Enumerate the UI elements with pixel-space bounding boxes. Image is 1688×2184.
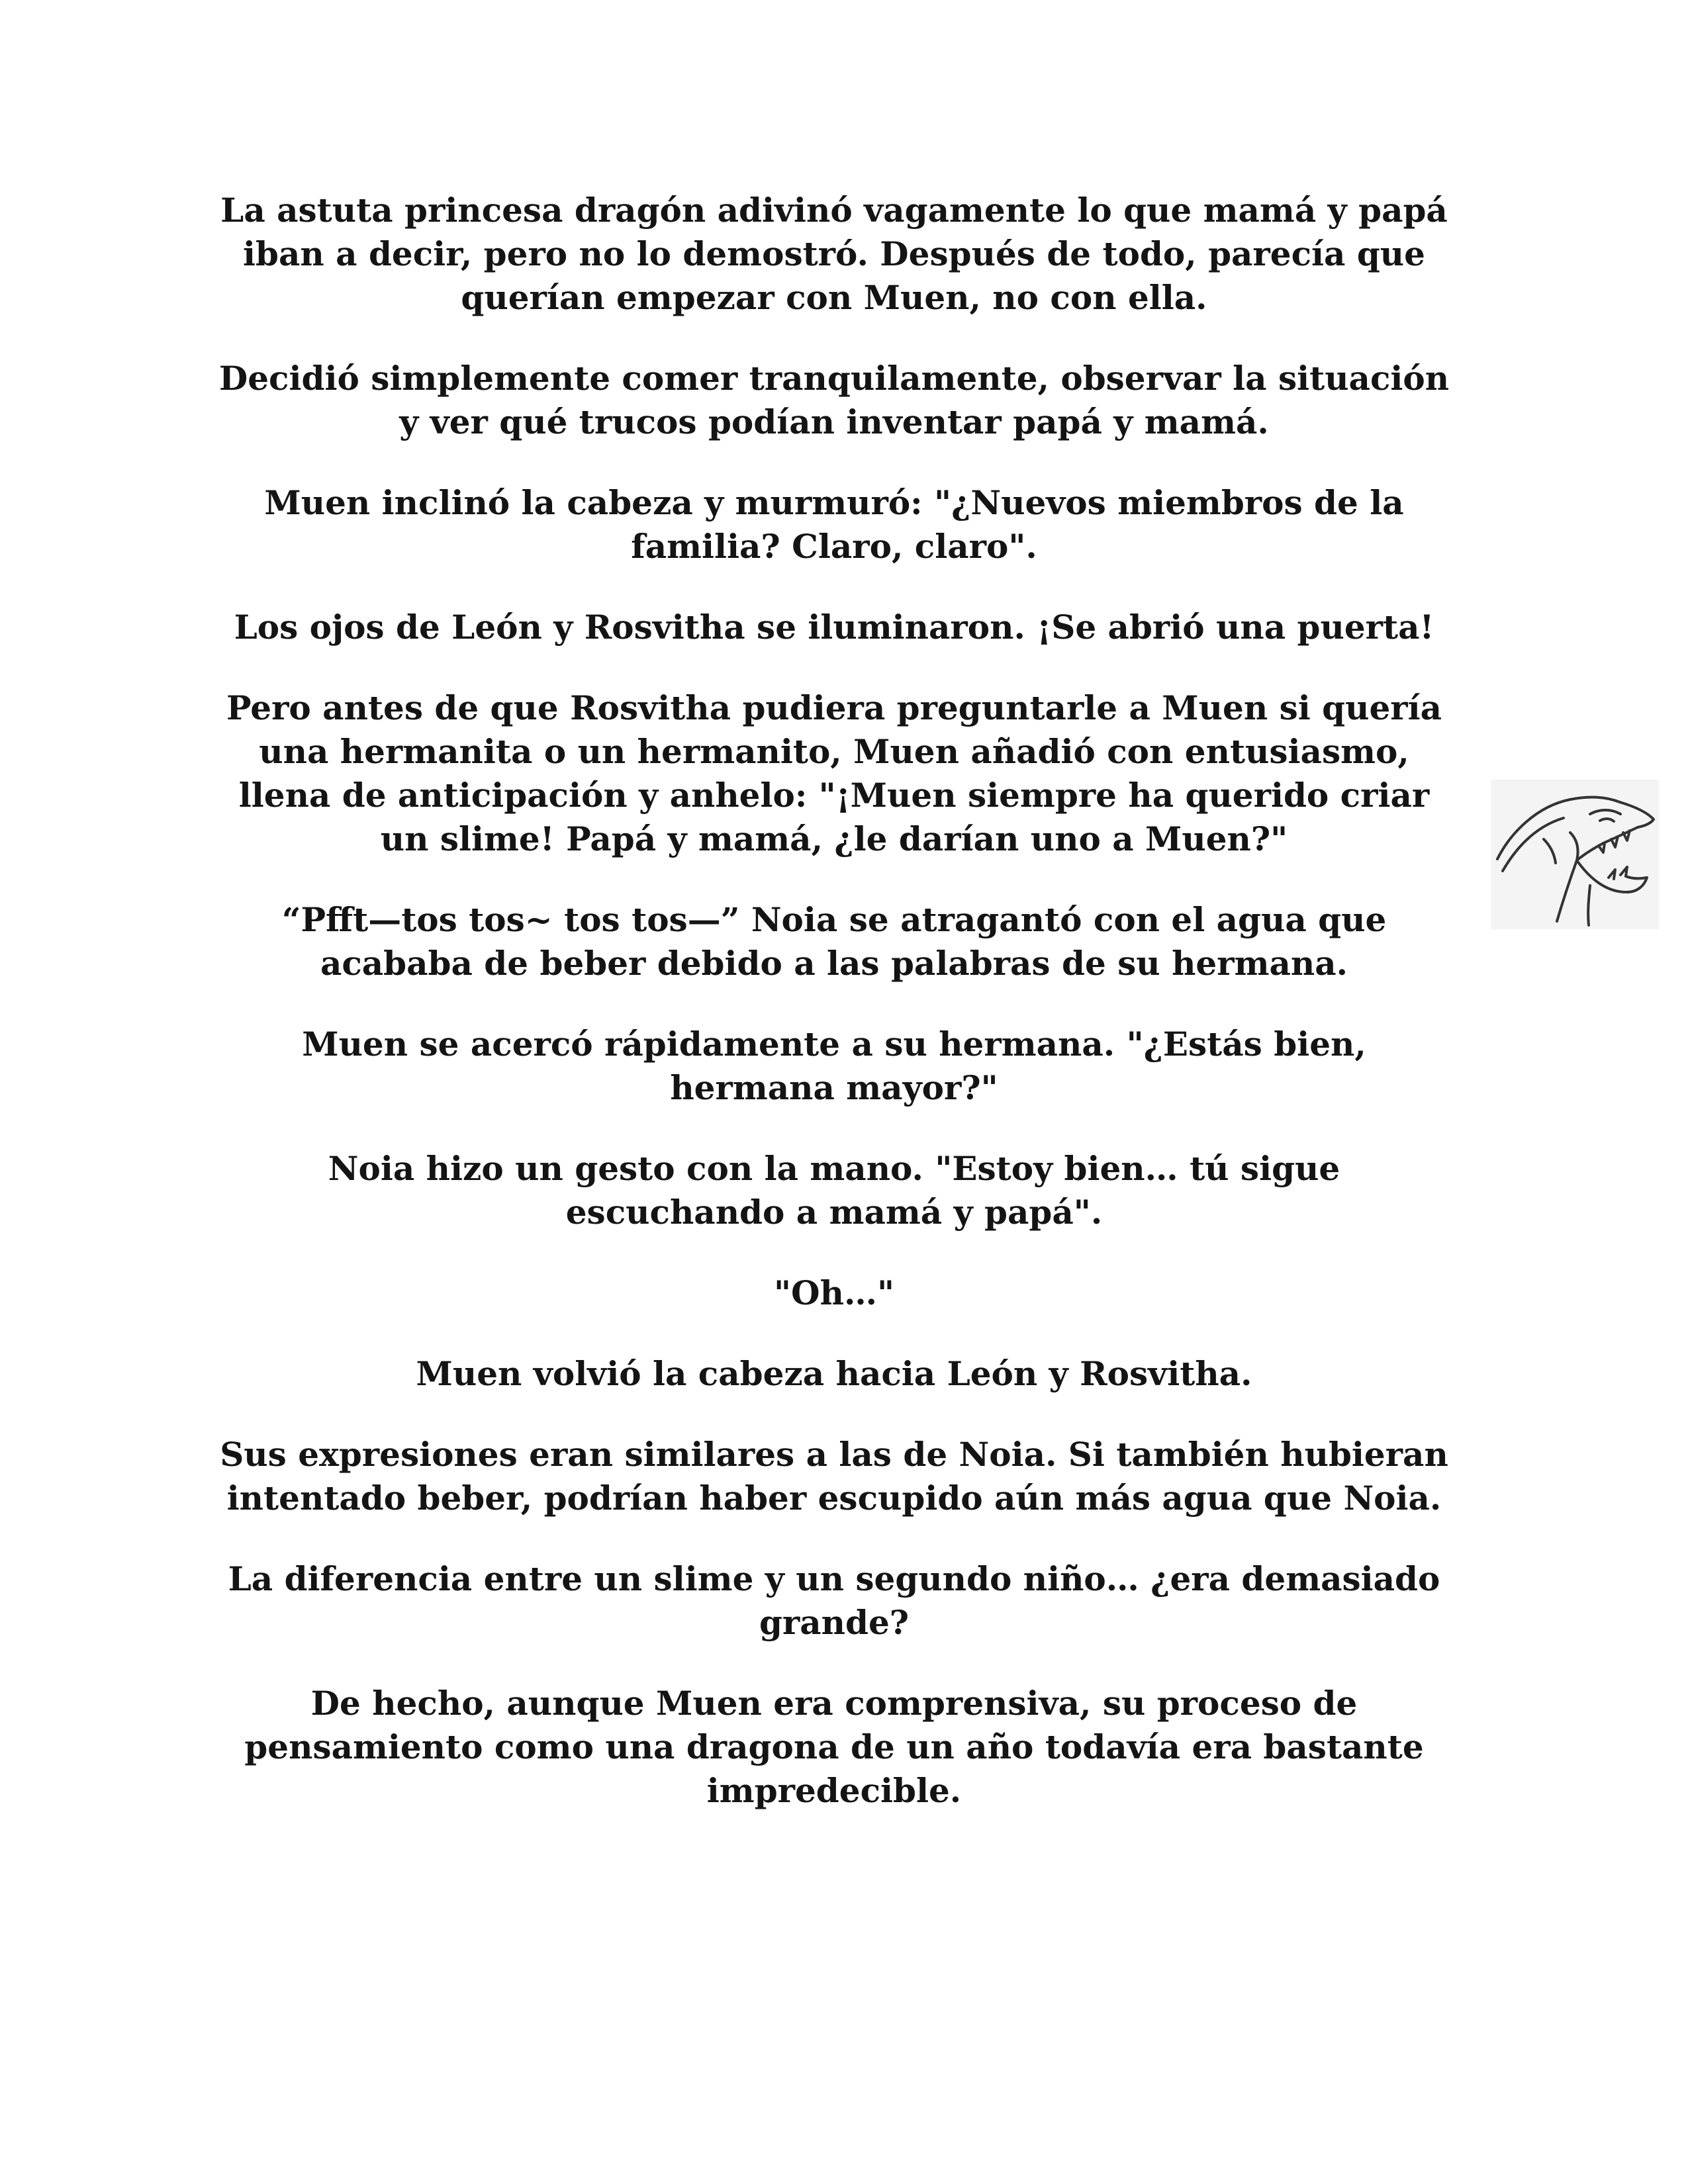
paragraph-4: Los ojos de León y Rosvitha se iluminaron. ¡Se abrió una puerta! (234, 608, 1434, 647)
paragraph-10: Muen volvió la cabeza hacia León y Rosvitha. (416, 1354, 1252, 1393)
paragraph-11: Sus expresiones eran similares a las de Noia. Si también hubieran intentado beber, podrían haber escupido aún más agua que Noia. (220, 1435, 1448, 1518)
paragraph-12: La diferencia entre un slime y un segundo niño… ¿era demasiado grande? (228, 1559, 1440, 1642)
story-text (218, 189, 1450, 1850)
paragraph-7: Muen se acercó rápidamente a su hermana. "¿Estás bien, hermana mayor?" (302, 1024, 1366, 1107)
paragraph-5: Pero antes de que Rosvitha pudiera preguntarle a Muen si quería una hermanita o un hermanito, Muen añadió con entusiasmo, llena de anticipación y anhelo: "¡Muen siempre ha querido criar un slime! Papá y mamá, ¿le darían uno a Muen?" (226, 688, 1442, 858)
paragraph-13: De hecho, aunque Muen era comprensiva, su proceso de pensamiento como una dragona de un año todavía era bastante impredecible. (244, 1684, 1424, 1810)
paragraph-6: “Pfft—tos tos~ tos tos—” Noia se atragantó con el agua que acababa de beber debido a las palabras de su hermana. (281, 900, 1387, 983)
paragraph-2: Decidió simplemente comer tranquilamente, observar la situación y ver qué trucos podían inventar papá y mamá. (218, 359, 1450, 441)
paragraph-8: Noia hizo un gesto con la mano. "Estoy bien… tú sigue escuchando a mamá y papá". (328, 1149, 1340, 1232)
paragraph-9: "Oh…" (773, 1273, 894, 1312)
paragraph-3: Muen inclinó la cabeza y murmuró: "¿Nuevos miembros de la familia? Claro, claro". (264, 483, 1404, 566)
paragraph-1: La astuta princesa dragón adivinó vagamente lo que mamá y papá iban a decir, pero no lo demostró. Después de todo, parecía que querían empezar con Muen, no con ella. (220, 191, 1448, 317)
dinosaur-head-sketch-icon (1491, 780, 1659, 929)
